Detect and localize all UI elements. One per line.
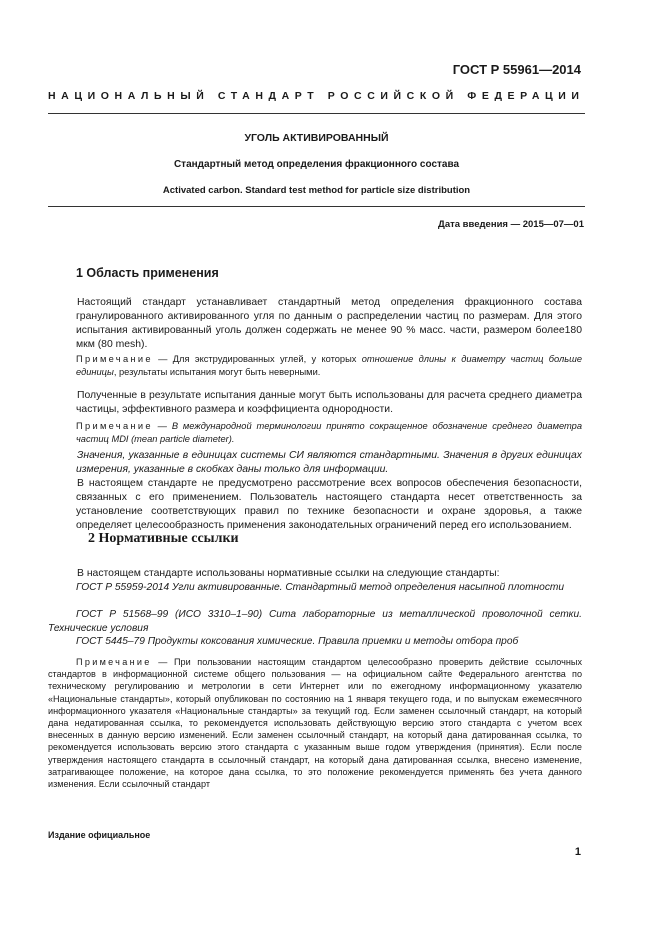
- document-title: УГОЛЬ АКТИВИРОВАННЫЙ: [244, 132, 389, 144]
- section-2-heading: 2 Нормативные ссылки: [88, 531, 239, 546]
- note-text: , результаты испытания могут быть неверными.: [113, 366, 321, 377]
- normative-reference: ГОСТ 5445–79 Продукты коксования химические. Правила приемки и методы отбора проб: [76, 636, 519, 647]
- section-1-note-1: [76, 353, 582, 378]
- note-label: Примечание: [76, 657, 152, 667]
- section-1-paragraph-4: В настоящем стандарте не предусмотрено рассмотрение всех вопросов обеспечения безопасности, связанных с его применением. Пользователь настоящего стандарта несет ответственность за установление соответствующих правил по технике безопасности и охране здоровья, а также определяет целесообразность применения законодательных ограничений перед его использованием.: [76, 478, 582, 531]
- normative-reference: ГОСТ Р 51568–99 (ИСО 3310–1–90) Сита лабораторные из металлической проволочной сетки. Технические условия: [48, 609, 582, 634]
- note-text: — Для экструдированных углей, у которых: [152, 354, 362, 364]
- effective-date: Дата введения — 2015—07—01: [438, 219, 584, 230]
- header-divider: [48, 113, 585, 114]
- section-1-heading: 1 Область применения: [76, 266, 219, 280]
- document-subtitle: Стандартный метод определения фракционного состава: [173, 159, 460, 170]
- note-label: Примечание: [76, 354, 153, 364]
- section-1-paragraph-2: Полученные в результате испытания данные могут быть использованы для расчета среднего диаметра частицы, эффективного размера и коэффициента однородности.: [76, 390, 582, 415]
- section-1-paragraph-1: Настоящий стандарт устанавливает стандартный метод определения фракционного состава гранулированного активированного угля по данным о распределении частиц по размерам. Для этого испытания активированный уголь должен содержать не менее 90 % масс. части, размером более180 мкм (80 mesh).: [76, 297, 582, 350]
- edition-label: Издание официальное: [48, 830, 151, 840]
- note-text: — В международной терминологии принято сокращенное обозначение среднего диаметра частиц MDI (mean particle diameter).: [76, 421, 582, 444]
- section-1-note-2: [76, 420, 582, 445]
- note-label: Примечание: [76, 421, 153, 431]
- national-standard-banner: НАЦИОНАЛЬНЫЙ СТАНДАРТ РОССИЙСКОЙ ФЕДЕРАЦИИ: [48, 90, 585, 102]
- title-divider: [48, 206, 585, 207]
- section-2-note: [48, 656, 582, 790]
- english-title: Activated carbon. Standard test method for particle size distribution: [162, 185, 471, 196]
- section-1-paragraph-3: Значения, указанные в единицах системы СИ являются стандартными. Значения в других единицах измерения, указанные в скобках даны только для информации.: [76, 450, 582, 475]
- note-text-italic: отношение длины к диаметру частиц больше единицы: [76, 354, 582, 377]
- normative-reference: ГОСТ Р 55959-2014 Угли активированные. Стандартный метод определения насыпной плотности: [76, 582, 565, 593]
- section-2-intro: В настоящем стандарте использованы нормативные ссылки на следующие стандарты:: [77, 568, 500, 579]
- document-code: ГОСТ Р 55961—2014: [452, 62, 581, 77]
- note-text: — При пользовании настоящим стандартом целесообразно проверить действие ссылочных стандартов в информационной системе общего пользования — на официальном сайте Федерального агентства по техническому регулированию и метрологии в сети Интернет или по ежегодному информационному указателю «Национальные стандарты», который опубликован по состоянию на 1 января текущего года, и по выпускам ежемесячного информационного указателя «Национальные стандарты» за текущий год. Если заменен ссылочный стандарт, на который дана недатированная ссылка, то рекомендуется использовать действующую версию этого стандарта с учетом всех внесенных в данную версию изменений. Если заменен ссылочный стандарт, на который дана датированная ссылка, то рекомендуется использовать версию этого стандарта с указанным выше годом утверждения (принятия). Если после утверждения настоящего стандарта в ссылочный стандарт, на который дана датированная ссылка, внесено изменение, затрагивающее положение, на которое дана ссылка, то это положение рекомендуется применять без учета данного изменения. Если ссылочный стандарт: [48, 657, 582, 790]
- page-number: 1: [574, 846, 581, 858]
